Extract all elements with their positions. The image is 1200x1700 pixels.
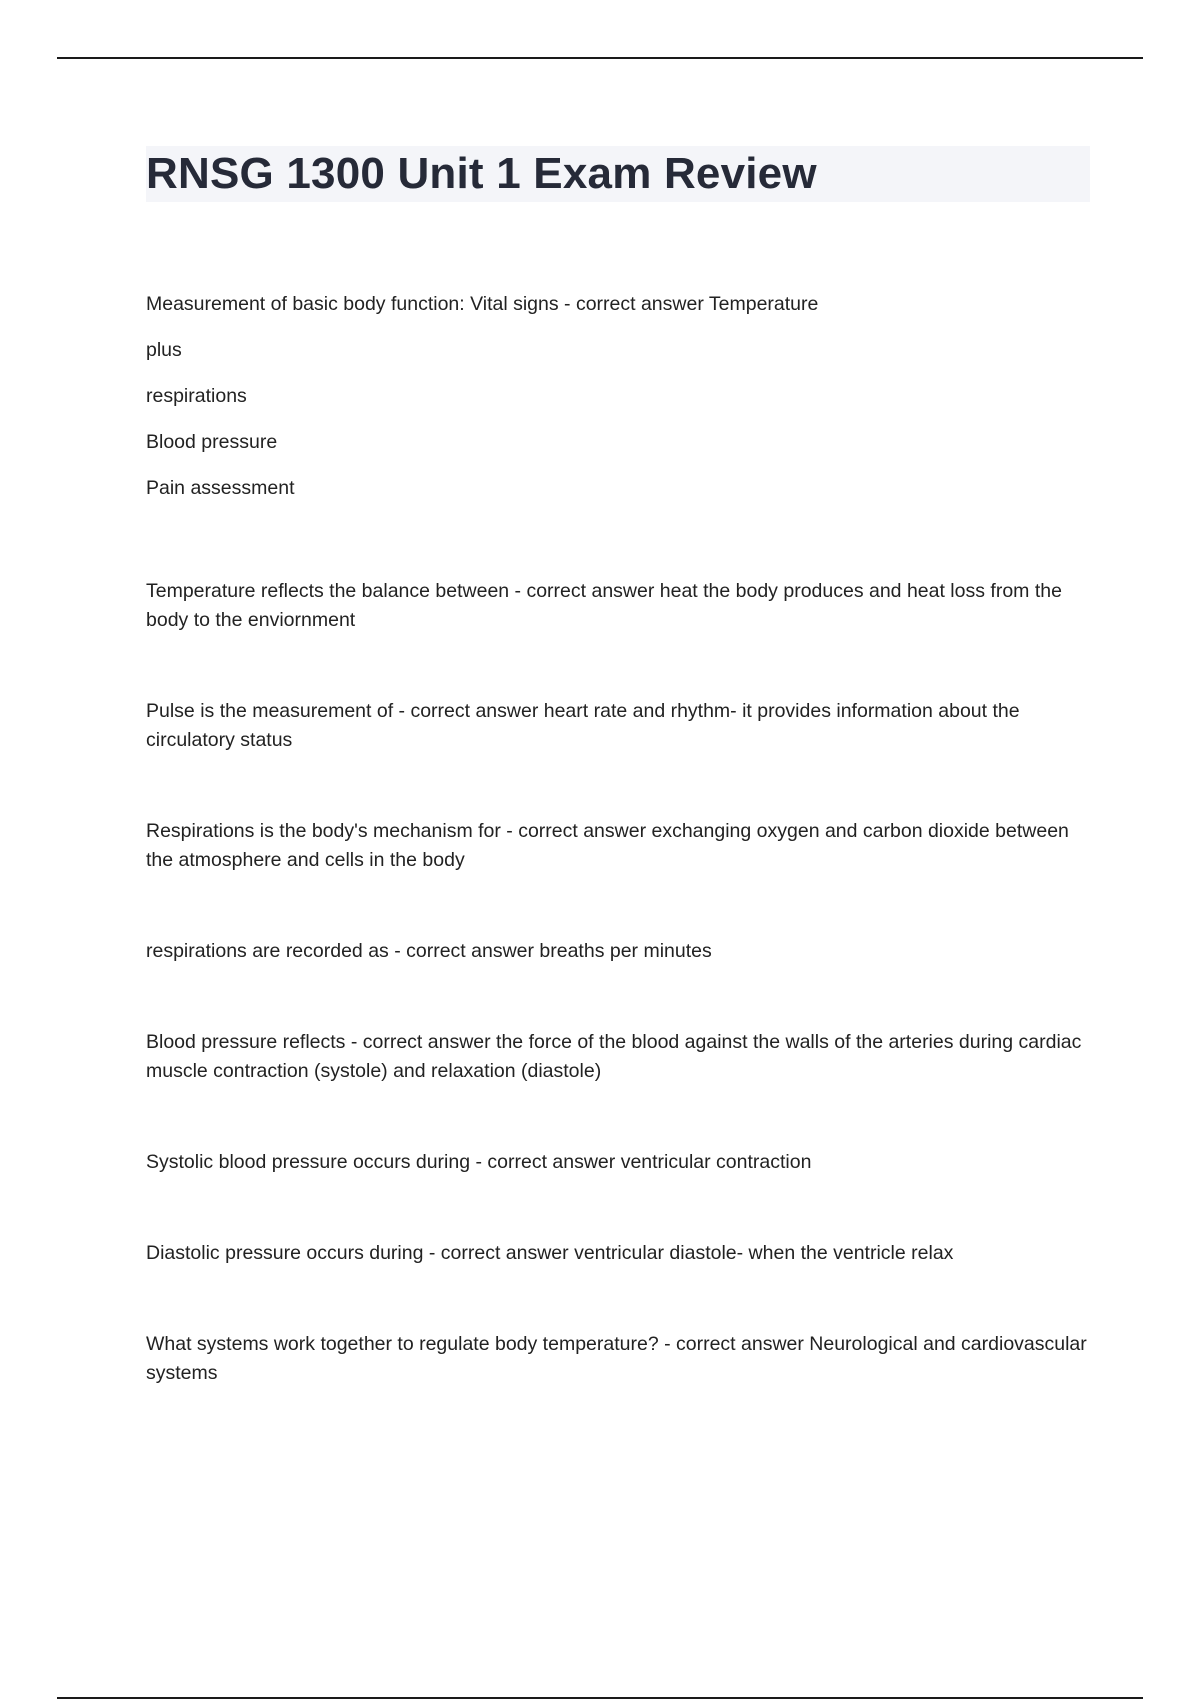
title-band [146,146,1090,202]
qa-line: Blood pressure [146,431,278,453]
qa-list [146,290,1090,1388]
qa-item-vital-signs [146,290,1090,503]
qa-line: respirations [146,385,247,407]
document-page [146,146,1090,1388]
document-title: RNSG 1300 Unit 1 Exam Review [146,149,817,198]
qa-item: Blood pressure reflects - correct answer the force of the blood against the walls of the arteries during cardiac muscle contraction (systole) and relaxation (diastole) [146,1031,1082,1082]
qa-line: plus [146,339,182,361]
qa-line: Pain assessment [146,477,295,499]
qa-item: Systolic blood pressure occurs during - correct answer ventricular contraction [146,1151,812,1173]
footer-rule [57,1697,1143,1699]
qa-item: Temperature reflects the balance between - correct answer heat the body produces and heat loss from the body to the enviornment [146,580,1062,631]
qa-item: Diastolic pressure occurs during - correct answer ventricular diastole- when the ventricle relax [146,1242,954,1264]
qa-item: Respirations is the body's mechanism for - correct answer exchanging oxygen and carbon dioxide between the atmosphere and cells in the body [146,820,1069,871]
qa-item: respirations are recorded as - correct answer breaths per minutes [146,940,712,962]
qa-item: Pulse is the measurement of - correct answer heart rate and rhythm- it provides information about the circulatory status [146,700,1020,751]
header-rule [57,57,1143,59]
qa-line: Measurement of basic body function: Vital signs - correct answer Temperature [146,293,819,315]
qa-item: What systems work together to regulate body temperature? - correct answer Neurological and cardiovascular systems [146,1333,1087,1384]
